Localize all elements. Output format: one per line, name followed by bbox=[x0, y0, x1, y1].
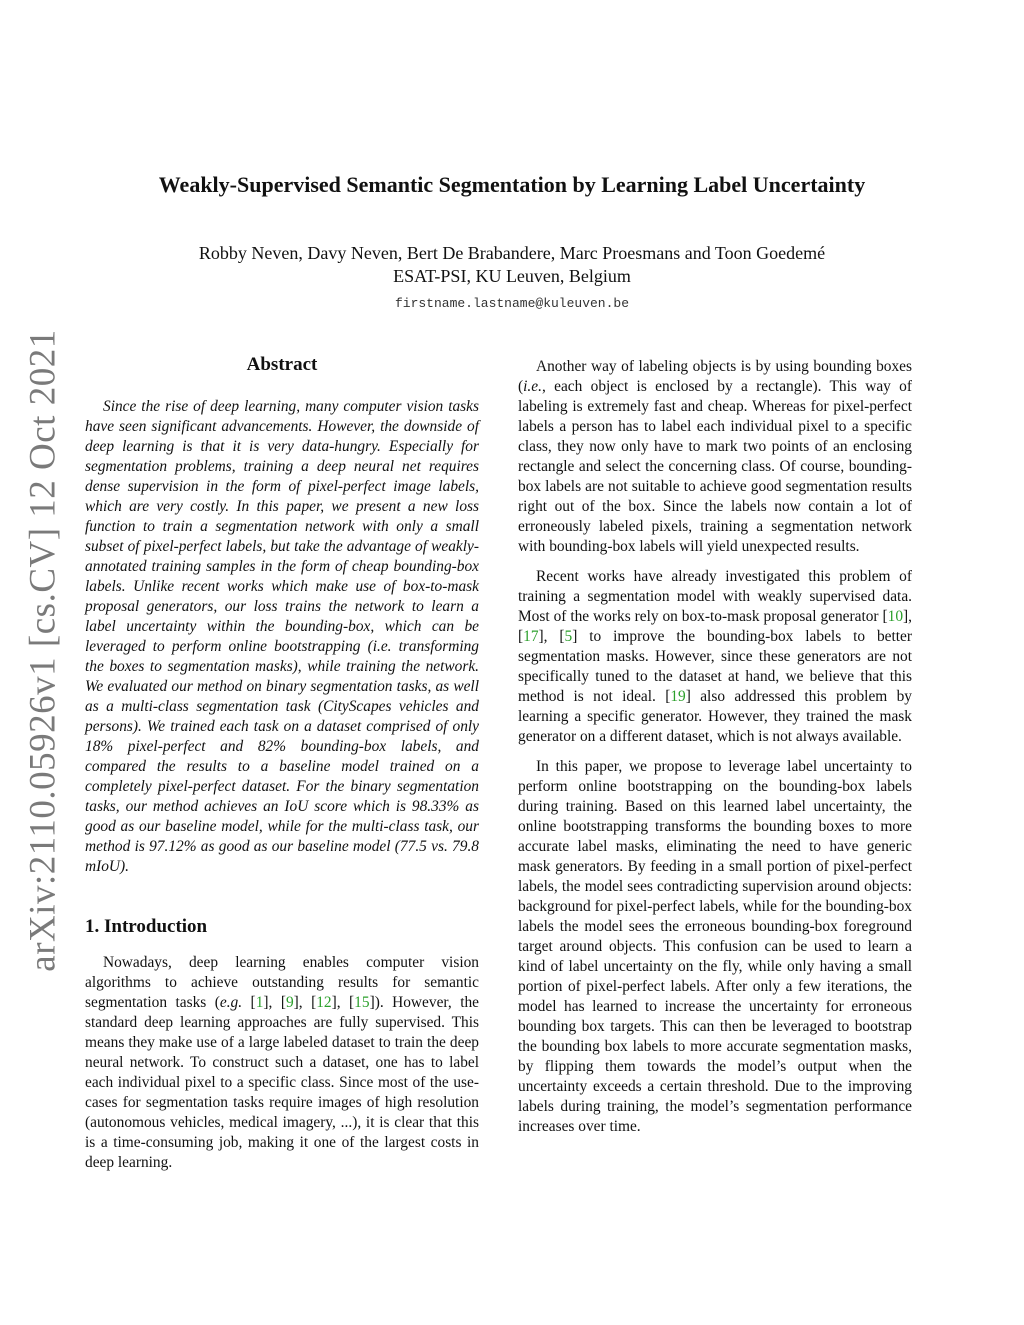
paper-title: Weakly-Supervised Semantic Segmentation by Learning Label Uncertainty bbox=[158, 172, 866, 197]
citation-link[interactable]: 9 bbox=[285, 994, 294, 1011]
author-list: Robby Neven, Davy Neven, Bert De Brabandere, Marc Proesmans and Toon Goedemé bbox=[198, 243, 826, 263]
intro-paragraph-4: In this paper, we propose to leverage label uncertainty to perform online bootstrapping on the bounding-box labels during training. Based on this learned label uncertainty, the online bootstrapping transforms the bounding boxes to more accurate label masks, eliminating the need to have generic mask generators. By feeding in a small portion of pixel-perfect labels, the model sees contradicting supervision around objects: background for pixel-perfect labels, while for the bounding-box labels the model sees the erroneous bounding-box foreground target around objects. This confusion can be used to learn a kind of label uncertainty on the fly, while only having a small portion of pixel-perfect labels. After only a few iterations, the model has learned to increase the uncertainty for erroneous bounding box targets. This can then be leveraged to bootstrap the bounding box labels to more accurate segmentation masks, by flipping them towards the model’s output when the uncertainty exceeds a certain threshold. Due to the improving labels during training, the model’s segmentation performance increases over time. bbox=[518, 758, 912, 1135]
left-column bbox=[85, 355, 479, 1183]
intro-paragraph-2: Another way of labeling objects is by using bounding boxes (i.e., each object is enclosed by a rectangle). This way of labeling is extremely fast and cheap. Whereas for pixel-perfect labels a person has to label each individual pixel to a specific class, they now only have to mark two points of an enclosing rectangle and select the concerning class. Of course, bounding-box labels are not suitable to achieve good segmentation results right out of the box. Since the labels now contain a lot of erroneously labeled pixels, training a segmentation network with bounding-box labels will yield unexpected results. bbox=[518, 358, 912, 555]
citation-link[interactable]: 15 bbox=[354, 994, 370, 1011]
right-column bbox=[518, 355, 912, 1147]
citation-link[interactable]: 10 bbox=[887, 608, 904, 625]
affiliation: ESAT-PSI, KU Leuven, Belgium bbox=[393, 266, 631, 286]
citation-link[interactable]: 17 bbox=[523, 628, 539, 645]
arxiv-stamp bbox=[8, 328, 78, 972]
arxiv-stamp-text: arXiv:2110.05926v1 [cs.CV] 12 Oct 2021 bbox=[22, 328, 64, 972]
abstract-heading: Abstract bbox=[246, 354, 318, 375]
author-block bbox=[0, 242, 1024, 315]
citation-link[interactable]: 1 bbox=[255, 994, 264, 1011]
introduction-heading: 1. Introduction bbox=[85, 916, 208, 937]
abstract-text: Since the rise of deep learning, many computer vision tasks have seen significant advancements. However, the downside of deep learning is that it is very data-hungry. Especially for segmentation problems, training a deep neural net requires dense supervision in the form of pixel-perfect image labels, which are very costly. In this paper, we present a new loss function to train a segmentation network with only a small subset of pixel-perfect labels, but take the advantage of weakly-annotated training samples in the form of cheap bounding-box labels. Unlike recent works which make use of box-to-mask proposal generators, our loss trains the network to learn a label uncertainty within the bounding-box, which can be leveraged to perform online bootstrapping (i.e. transforming the boxes to segmentation masks), while training the network. We evaluated our method on binary segmentation tasks, as well as a multi-class segmentation task (CityScapes vehicles and persons). We trained each task on a dataset comprised of only 18% pixel-perfect and 82% bounding-box labels, and compared the results to a baseline model trained on a completely pixel-perfect dataset. For the binary segmentation tasks, our method achieves an IoU score which is 98.33% as good as our baseline model, while for the multi-class task, our method is 97.12% as good as our baseline model (77.5 vs. 79.8 mIoU). bbox=[85, 398, 479, 875]
citation-link[interactable]: 19 bbox=[670, 688, 686, 705]
intro-paragraph-1: Nowadays, deep learning enables computer vision algorithms to achieve outstanding results for semantic segmentation tasks (e.g. [1], [9], [12], [15]). However, the standard deep learning approaches are fully supervised. This means they make use of a large labeled dataset to train the deep neural network. To construct such a dataset, one has to label each individual pixel to a specific class. Since most of the use-cases for segmentation tasks require images of high resolution (autonomous vehicles, medical imagery, ...), it is clear that this is a time-consuming job, making it one of the largest costs in deep learning. bbox=[85, 954, 480, 1171]
citation-link[interactable]: 12 bbox=[316, 994, 332, 1011]
author-email: firstname.lastname@kuleuven.be bbox=[394, 296, 630, 311]
citation-link[interactable]: 5 bbox=[564, 628, 573, 645]
intro-paragraph-3: Recent works have already investigated this problem of training a segmentation model with weakly supervised data. Most of the works rely on box-to-mask proposal generator [10], [17], [5] to improve the bounding-box labels to better segmentation masks. However, since these generators are not specifically tuned to the dataset at hand, we believe that this method is not ideal. [19] also addressed this problem by learning a specific generator. However, they trained the mask generator on a different dataset, which is not always available. bbox=[518, 568, 912, 745]
